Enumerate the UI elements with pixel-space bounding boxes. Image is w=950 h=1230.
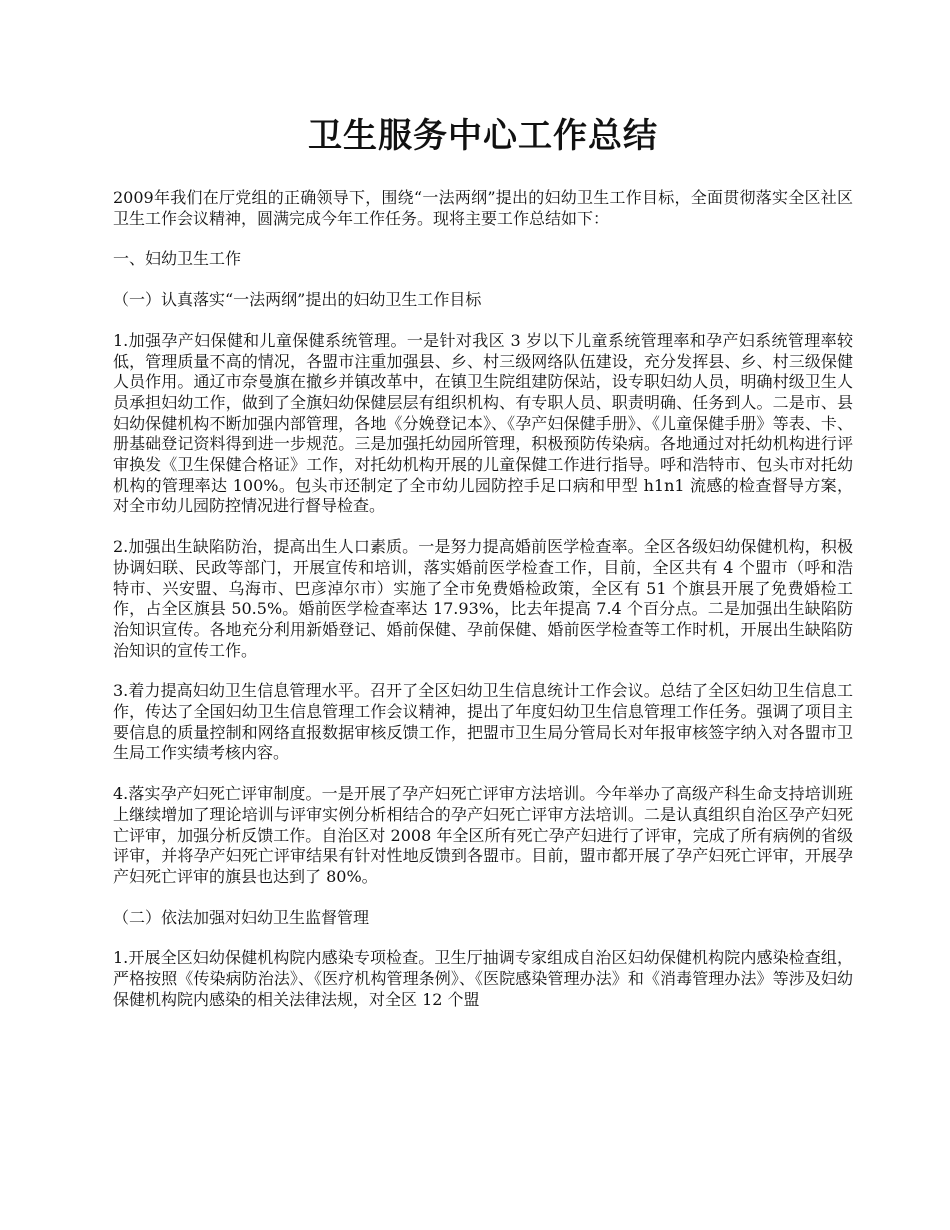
section-heading-1: 一、妇幼卫生工作 — [113, 249, 242, 269]
paragraph-item-3: 3.着力提高妇幼卫生信息管理水平。召开了全区妇幼卫生信息统计工作会议。总结了全区妇幼卫生信息工作，传达了全国妇幼卫生信息管理工作会议精神，提出了年度妇幼卫生信息管理工作任务。强调了项目主要信息的质量控制和网络直报数据审核反馈工作，把盟市卫生局分管局长对年报审核签字纳入对各盟市卫生局工作实绩考核内容。 — [113, 681, 853, 763]
paragraph-item-2: 2.加强出生缺陷防治，提高出生人口素质。一是努力提高婚前医学检查率。全区各级妇幼保健机构，积极协调妇联、民政等部门，开展宣传和培训，落实婚前医学检查工作，目前，全区共有 4 个盟市（呼和浩特市、兴安盟、乌海市、巴彦淖尔市）实施了全市免费婚检政策，全区有 51 个旗县开展了免费婚检工作，占全区旗县 50.5%。婚前医学检查率达 17.93%，比去年提高 7.4 个百分点。二是加强出生缺陷防治知识宣传。各地充分利用新婚登记、婚前保健、孕前保健、婚前医学检查等工作时机，开展出生缺陷防治知识的宣传工作。 — [113, 537, 853, 660]
paragraph-item-1: 1.加强孕产妇保健和儿童保健系统管理。一是针对我区 3 岁以下儿童系统管理率和孕产妇系统管理率较低，管理质量不高的情况，各盟市注重加强县、乡、村三级网络队伍建设，充分发挥县、乡、村三级保健人员作用。通辽市奈曼旗在撤乡并镇改革中，在镇卫生院组建防保站，设专职妇幼人员，明确村级卫生人员承担妇幼工作，做到了全旗妇幼保健层层有组织机构、有专职人员、职责明确、任务到人。二是市、县妇幼保健机构不断加强内部管理，各地《分娩登记本》、《孕产妇保健手册》、《儿童保健手册》等表、卡、册基础登记资料得到进一步规范。三是加强托幼园所管理，积极预防传染病。各地通过对托幼机构进行评审换发《卫生保健合格证》工作，对托幼机构开展的儿童保健工作进行指导。呼和浩特市、包头市对托幼机构的管理率达 100%。包头市还制定了全市幼儿园防控手足口病和甲型 h1n1 流感的检查督导方案，对全市幼儿园防控情况进行督导检查。 — [113, 330, 853, 516]
document-title: 卫生服务中心工作总结 — [308, 116, 658, 156]
paragraph-item-4: 4.落实孕产妇死亡评审制度。一是开展了孕产妇死亡评审方法培训。今年举办了高级产科生命支持培训班上继续增加了理论培训与评审实例分析相结合的孕产妇死亡评审方法培训。二是认真组织自治区孕产妇死亡评审，加强分析反馈工作。自治区对 2008 年全区所有死亡孕产妇进行了评审，完成了所有病例的省级评审，并将孕产妇死亡评审结果有针对性地反馈到各盟市。目前，盟市都开展了孕产妇死亡评审，开展孕产妇死亡评审的旗县也达到了 80%。 — [113, 784, 853, 886]
intro-paragraph: 2009年我们在厅党组的正确领导下，围绕“一法两纲”提出的妇幼卫生工作目标，全面贯彻落实全区社区卫生工作会议精神，圆满完成今年工作任务。现将主要工作总结如下： — [113, 188, 853, 228]
document-page — [113, 112, 853, 1031]
subsection-heading-1: （一）认真落实“一法两纲”提出的妇幼卫生工作目标 — [113, 290, 482, 310]
subsection-heading-2: （二）依法加强对妇幼卫生监督管理 — [113, 907, 370, 927]
paragraph-item-5: 1.开展全区妇幼保健机构院内感染专项检查。卫生厅抽调专家组成自治区妇幼保健机构院内感染检查组，严格按照《传染病防治法》、《医疗机构管理条例》、《医院感染管理办法》和《消毒管理办法》等涉及妇幼保健机构院内感染的相关法律法规，对全区 12 个盟 — [113, 948, 853, 1009]
